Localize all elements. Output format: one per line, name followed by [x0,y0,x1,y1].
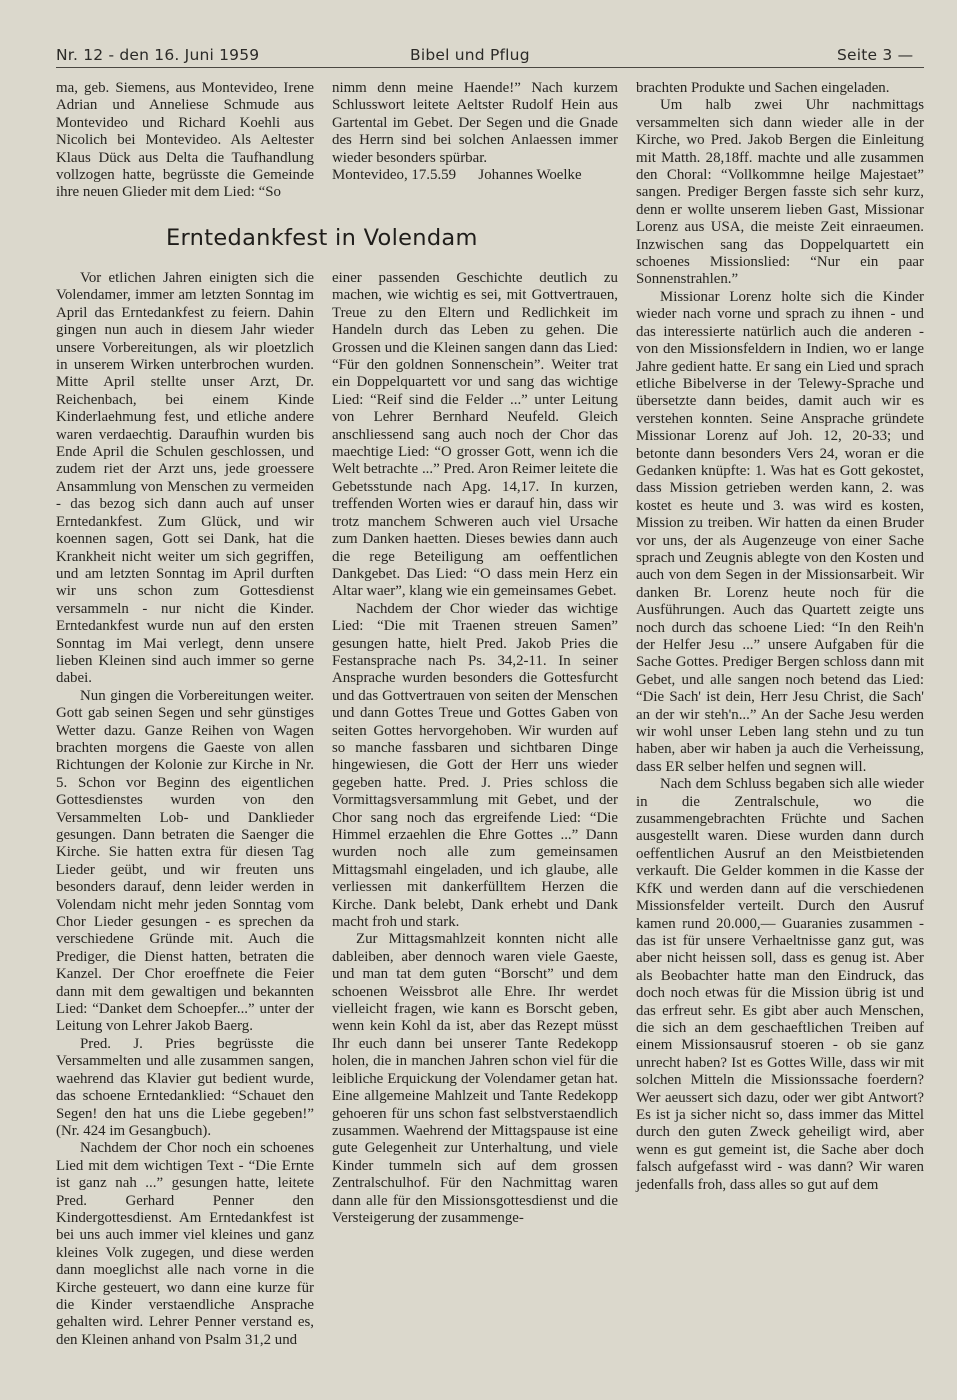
paragraph: ma, geb. Siemens, aus Montevideo, Irene Adrian und Anneliese Schmude aus Montevideo und Richard Koehli aus Nicolich bei Montevideo. Als Aeltester Klaus Dück aus Delta die Taufhandlung vollzogen hatte, begrüsste die Gemeinde ihre neuen Glieder mit dem Lied: “So [56,80,314,201]
paragraph: Pred. J. Pries begrüsste die Versammelten und alle zusammen sangen, waehrend das Klavier gut bedient wurde, das schoene Erntedanklied: “Schauet den Segen! den hat uns die Liebe gegeben!” (Nr. 424 im Gesangbuch). [56,1035,314,1139]
article-column-1 [56,270,314,1349]
paragraph: brachten Produkte und Sachen eingeladen. [636,80,890,96]
article-column-3 [636,80,924,1194]
paragraph: nimm denn meine Haende!” Nach kurzem Schlusswort leitete Aeltster Rudolf Hein aus Gartental im Gebet. Der Segen und die Gnade des Herrn sind bei solchen Anlaessen immer wieder besonders spürbar. [332,80,618,166]
page-number: Seite 3 — [837,46,914,64]
article-column-2 [332,270,618,1227]
paragraph: einer passenden Geschichte deutlich zu machen, wie wichtig es sei, mit Gottvertrauen, Treue zu den Eltern und Redlichkeit im Handeln durch das Leben zu gehen. Die Grossen und die Kleinen sangen dann das Lied: “Für den goldnen Sonnenschein”. Weiter trat ein Doppelquartett vor und sang das wichtige Lied: “Reif sind die Felder ...” unter Leitung von Lehrer Bernhard Neufeld. Gleich anschliessend sang auch noch der Chor das maechtige Lied: “O grosser Gott, wenn ich die Welt betrachte ...” Pred. Aron Reimer leitete die Gebetsstunde nach Apg. 14,17. In kurzen, treffenden Worten wies er darauf hin, dass wir trotz manchem Schweren auch viel Ursache zum Danken haetten. Dieses bewies dann auch die rege Beteiligung am oeffentlichen Dankgebet. Das Lied: “O dass mein Herz ein Altar waer”, klang wie ein gemeinsames Gebet. [332,270,618,600]
paragraph: Missionar Lorenz holte sich die Kinder wieder nach vorne und sprach zu ihnen - und das interessierte natürlich auch die anderen - von den Missionsfeldern in Indien, wo er lange Jahre gedient hatte. Er sang ein Lied und sprach etliche Bibelverse in der Telewy-Sprache und übersetzte dann beides, damit auch wir es verstehen konnten. Seine Ansprache gründete Missionar Lorenz auf Joh. 12, 20-33; und betonte dann besonders Vers 24, woran er die Gedanken knüpfte: 1. Was hat es Gott gekostet, dass Mission getrieben werden kann, 2. was kostet es heute und 3. was wird es kosten, Mission zu treiben. Wir hatten da einen Bruder vor uns, der als Augenzeuge von einer Sache sprach und Zeugnis ablegte von den Kosten und auch von dem Segen in der Missionsarbeit. Wir danken Br. Lorenz heute noch für die Ausführungen. Auch das Quartett zeigte uns noch durch das schoene Lied: “In den Reih'n der Helfer Jesu ...” unsere Aufgaben für die Sache Gottes. Prediger Bergen schloss dann mit Gebet, und alle sangen noch betend das Lied: “Die Sach' ist dein, Herr Jesu Christ, die Sach' an der wir steh'n...” An der Sache Jesu werden wir wohl unser Leben lang stehn und zu tun haben, aber wir haben ja auch die Verheissung, dass ER selber helfen und segnen will. [636,288,924,775]
issue-number-date: Nr. 12 - den 16. Juni 1959 [56,46,260,64]
publication-name: Bibel und Pflug [410,46,530,64]
article-title: Erntedankfest in Volendam [166,225,478,251]
header-rule [56,67,924,68]
paragraph: Um halb zwei Uhr nachmittags versammelten sich dann wieder alle in der Kirche, wo Pred. Jakob Bergen die Einleitung mit Matth. 28,18ff. machte und alle zusammen den Choral: “Vollkommne heilge Majestaet” sangen. Prediger Bergen fasste sich sehr kurz, denn er wollte unserem lieben Gast, Missionar Lorenz aus USA, die meiste Zeit einraeumen. Inzwischen sang das Doppelquartett ein schoenes Missionslied: “Nur ein paar Sonnenstrahlen.” [636,97,924,288]
paragraph: Nachdem der Chor noch ein schoenes Lied mit dem wichtigen Text - “Die Ernte ist ganz nah ...” gesungen hatte, leitete Pred. Gerhard Penner den Kindergottesdienst. Am Erntedankfest ist bei uns auch immer viel kleines und ganz kleines Volk zugegen, und diese werden dann moeglichst alle nach vorne in die Kirche gesteuert, wo dann eine kurze für die Kinder verstaendliche Ansprache gehalten wird. Lehrer Penner verstand es, den Kleinen anhand von Psalm 31,2 und [56,1140,314,1348]
article-signature: Montevideo, 17.5.59 Johannes Woelke [332,167,582,184]
paragraph: Nachdem der Chor wieder das wichtige Lied: “Die mit Traenen streuen Samen” gesungen hatte, hielt Pred. Jakob Pries die Festansprache nach Ps. 34,2-11. In seiner Ansprache wurden besonders die Gottesfurcht und das Gottvertrauen von seiten der Menschen und dann Gottes Treue und Gottes Gaben von seiten Gottes hervorgehoben. Wir wurden auf so manche fassbaren und sichtbaren Dinge hingewiesen, die Gott der Herr uns wieder gegeben hatte. Pred. J. Pries schloss die Vormittagsversammlung mit Gebet, und der Chor sang noch das ergreifende Lied: “Die Himmel erzaehlen die Ehre Gottes ...” Dann wurden noch alle zum gemeinsamen Mittagsmahl eingeladen, und ich glaube, alle verliessen mit dankerfülltem Herzen die Kirche. Dank belebt, Dank erhebt und Dank macht froh und stark. [332,600,618,931]
paragraph: Nun gingen die Vorbereitungen weiter. Gott gab seinen Segen und sehr günstiges Wetter dazu. Ganze Reihen von Wagen brachten morgens die Gaeste von allen Richtungen der Kolonie zur Kirche in Nr. 5. Schon vor Beginn des eigentlichen Gottesdienstes wurden von den Versammelten Lob- und Danklieder gesungen. Dann betraten die Saenger die Kirche. Sie hatten extra für diesen Tag Lieder geübt, und wir freuten uns besonders darauf, denn leider werden in Volendam nicht mehr jeden Sonntag vom Chor Lieder gesungen - es sprechen da verschiedene Gründe mit. Auch die Prediger, die Dienst hatten, betraten die Kanzel. Der Chor eroeffnete die Feier dann mit dem gewaltigen und bekannten Lied: “Danket dem Schoepfer...” unter der Leitung von Lehrer Jakob Baerg. [56,687,314,1035]
paragraph: Zur Mittagsmahlzeit konnten nicht alle dableiben, aber dennoch waren viele Gaeste, und man tat dem guten “Borscht” und dem schoenen Weissbrot alle Ehre. Ihr werdet vielleicht fragen, wie kann es Borscht geben, wenn kein Kohl da ist, aber das Rezept müsst Ihr euch dann bei unserer Tante Redekopp holen, die in manchen Jahren schon viel für die leibliche Erquickung der Volendamer getan hat. Eine allgemeine Mahlzeit und Tante Redekopp gehoeren für uns schon fast selbstverstaendlich zusammen. Waehrend der Mittagspause ist eine gute Gelegenheit zur Unterhaltung, und viele Kinder tummeln sich auf dem grossen Zentralschulhof. Für den Nachmittag waren dann alle für den Missionsgottesdienst und die Versteigerung der zusammenge- [332,931,618,1226]
previous-article-end-col1 [56,80,314,202]
previous-article-end-col2 [332,80,618,184]
paragraph: Nach dem Schluss begaben sich alle wieder in die Zentralschule, wo die zusammengebrachten Früchte und Sachen ausgestellt waren. Diese wurden dann durch oeffentlichen Ausruf an den Meistbietenden verkauft. Die Gelder kommen in die Kasse der KfK und werden dann auf die verschiedenen Missionsfelder verteilt. Durch den Ausruf kamen rund 20.000,— Guaranies zusammen - das ist für unsere Verhaeltnisse ganz gut, was aber nicht heissen soll, dass es genug ist. Aber als Beobachter hatte man den Eindruck, das doch noch etwas für die Mission übrig ist und das erfreut sehr. Es gibt aber auch Menschen, die sich an dem geschaeftlichen Treiben auf einem Missionsausruf stoeren - ob sie ganz unrecht haben? Ist es Gottes Wille, dass wir mit solchen Mitteln die Missionssache foerdern? Wer aeussert sich dazu, oder wer gibt Antwort? Es ist ja sicher nicht so, dass immer das Mittel durch den guten Zweck geheiligt wird, aber wenn es gut gemeint ist, die Sache aber doch falsch aufgefasst wird - was dann? Wir waren jedenfalls froh, dass alles so gut auf dem [636,776,924,1193]
paragraph: Vor etlichen Jahren einigten sich die Volendamer, immer am letzten Sonntag im April das Erntedankfest zu feiern. Dahin gingen nun auch in diesem Jahr wieder unsere Vorbereitungen, als wir ploetzlich in unserem Wirken unterbrochen wurden. Mitte April stellte unser Arzt, Dr. Reichenbach, bei einem Kinde Kinderlaehmung fest, und etliche andere waren verdaechtig. Daraufhin wurden bis Ende April die Schulen geschlossen, und zudem riet der Arzt uns, jede groessere Ansammlung von Menschen zu vermeiden - das bezog sich dann auch auf unser Erntedankfest. Zum Glück, und wir koennen sagen, Gott sei Dank, hat die Krankheit nicht weiter um sich gegriffen, und am letzten Sonntag im April durften wir uns schon zum Gottesdienst versammeln - nur nicht die Kinder. Erntedankfest wurde nun auf den ersten Sonntag im Mai verlegt, denn unsere lieben Kleinen sind auch immer so gerne dabei. [56,270,314,687]
